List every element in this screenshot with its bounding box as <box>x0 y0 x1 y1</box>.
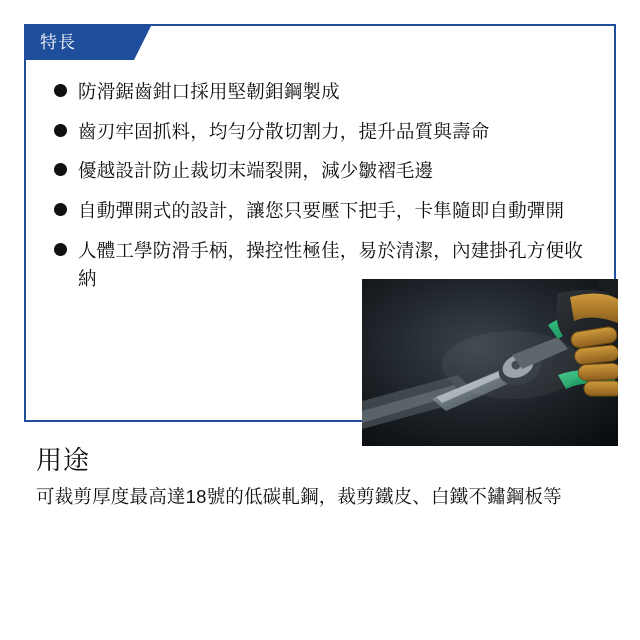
features-panel <box>24 24 616 422</box>
bullet-dot-icon <box>54 124 67 137</box>
bullet-dot-icon <box>54 203 67 216</box>
list-item <box>54 197 594 226</box>
feature-text: 人體工學防滑手柄，操控性極佳，易於清潔，內建掛孔方便收納 <box>78 239 583 290</box>
feature-text: 齒刃牢固抓料，均勻分散切割力，提升品質與壽命 <box>78 120 490 142</box>
usage-text: 可裁剪厚度最高達18號的低碳軋鋼，裁剪鐵皮、白鐵不鏽鋼板等 <box>36 486 562 507</box>
feature-text: 防滑鋸齒鉗口採用堅韌鉬鋼製成 <box>78 81 340 102</box>
list-item <box>54 118 594 147</box>
features-tab-label: 特長 <box>26 26 134 60</box>
bullet-dot-icon <box>54 163 67 176</box>
usage-title: 用途 <box>36 445 91 475</box>
bullet-dot-icon <box>54 243 67 256</box>
feature-text: 自動彈開式的設計，讓您只要壓下把手，卡隼隨即自動彈開 <box>78 200 565 222</box>
features-list <box>54 78 594 305</box>
feature-text: 優越設計防止裁切末端裂開，減少皺褶毛邊 <box>78 160 434 182</box>
list-item <box>54 157 594 186</box>
usage-section <box>36 440 616 511</box>
list-item <box>54 78 594 107</box>
product-photo <box>362 279 618 446</box>
bullet-dot-icon <box>54 84 67 97</box>
